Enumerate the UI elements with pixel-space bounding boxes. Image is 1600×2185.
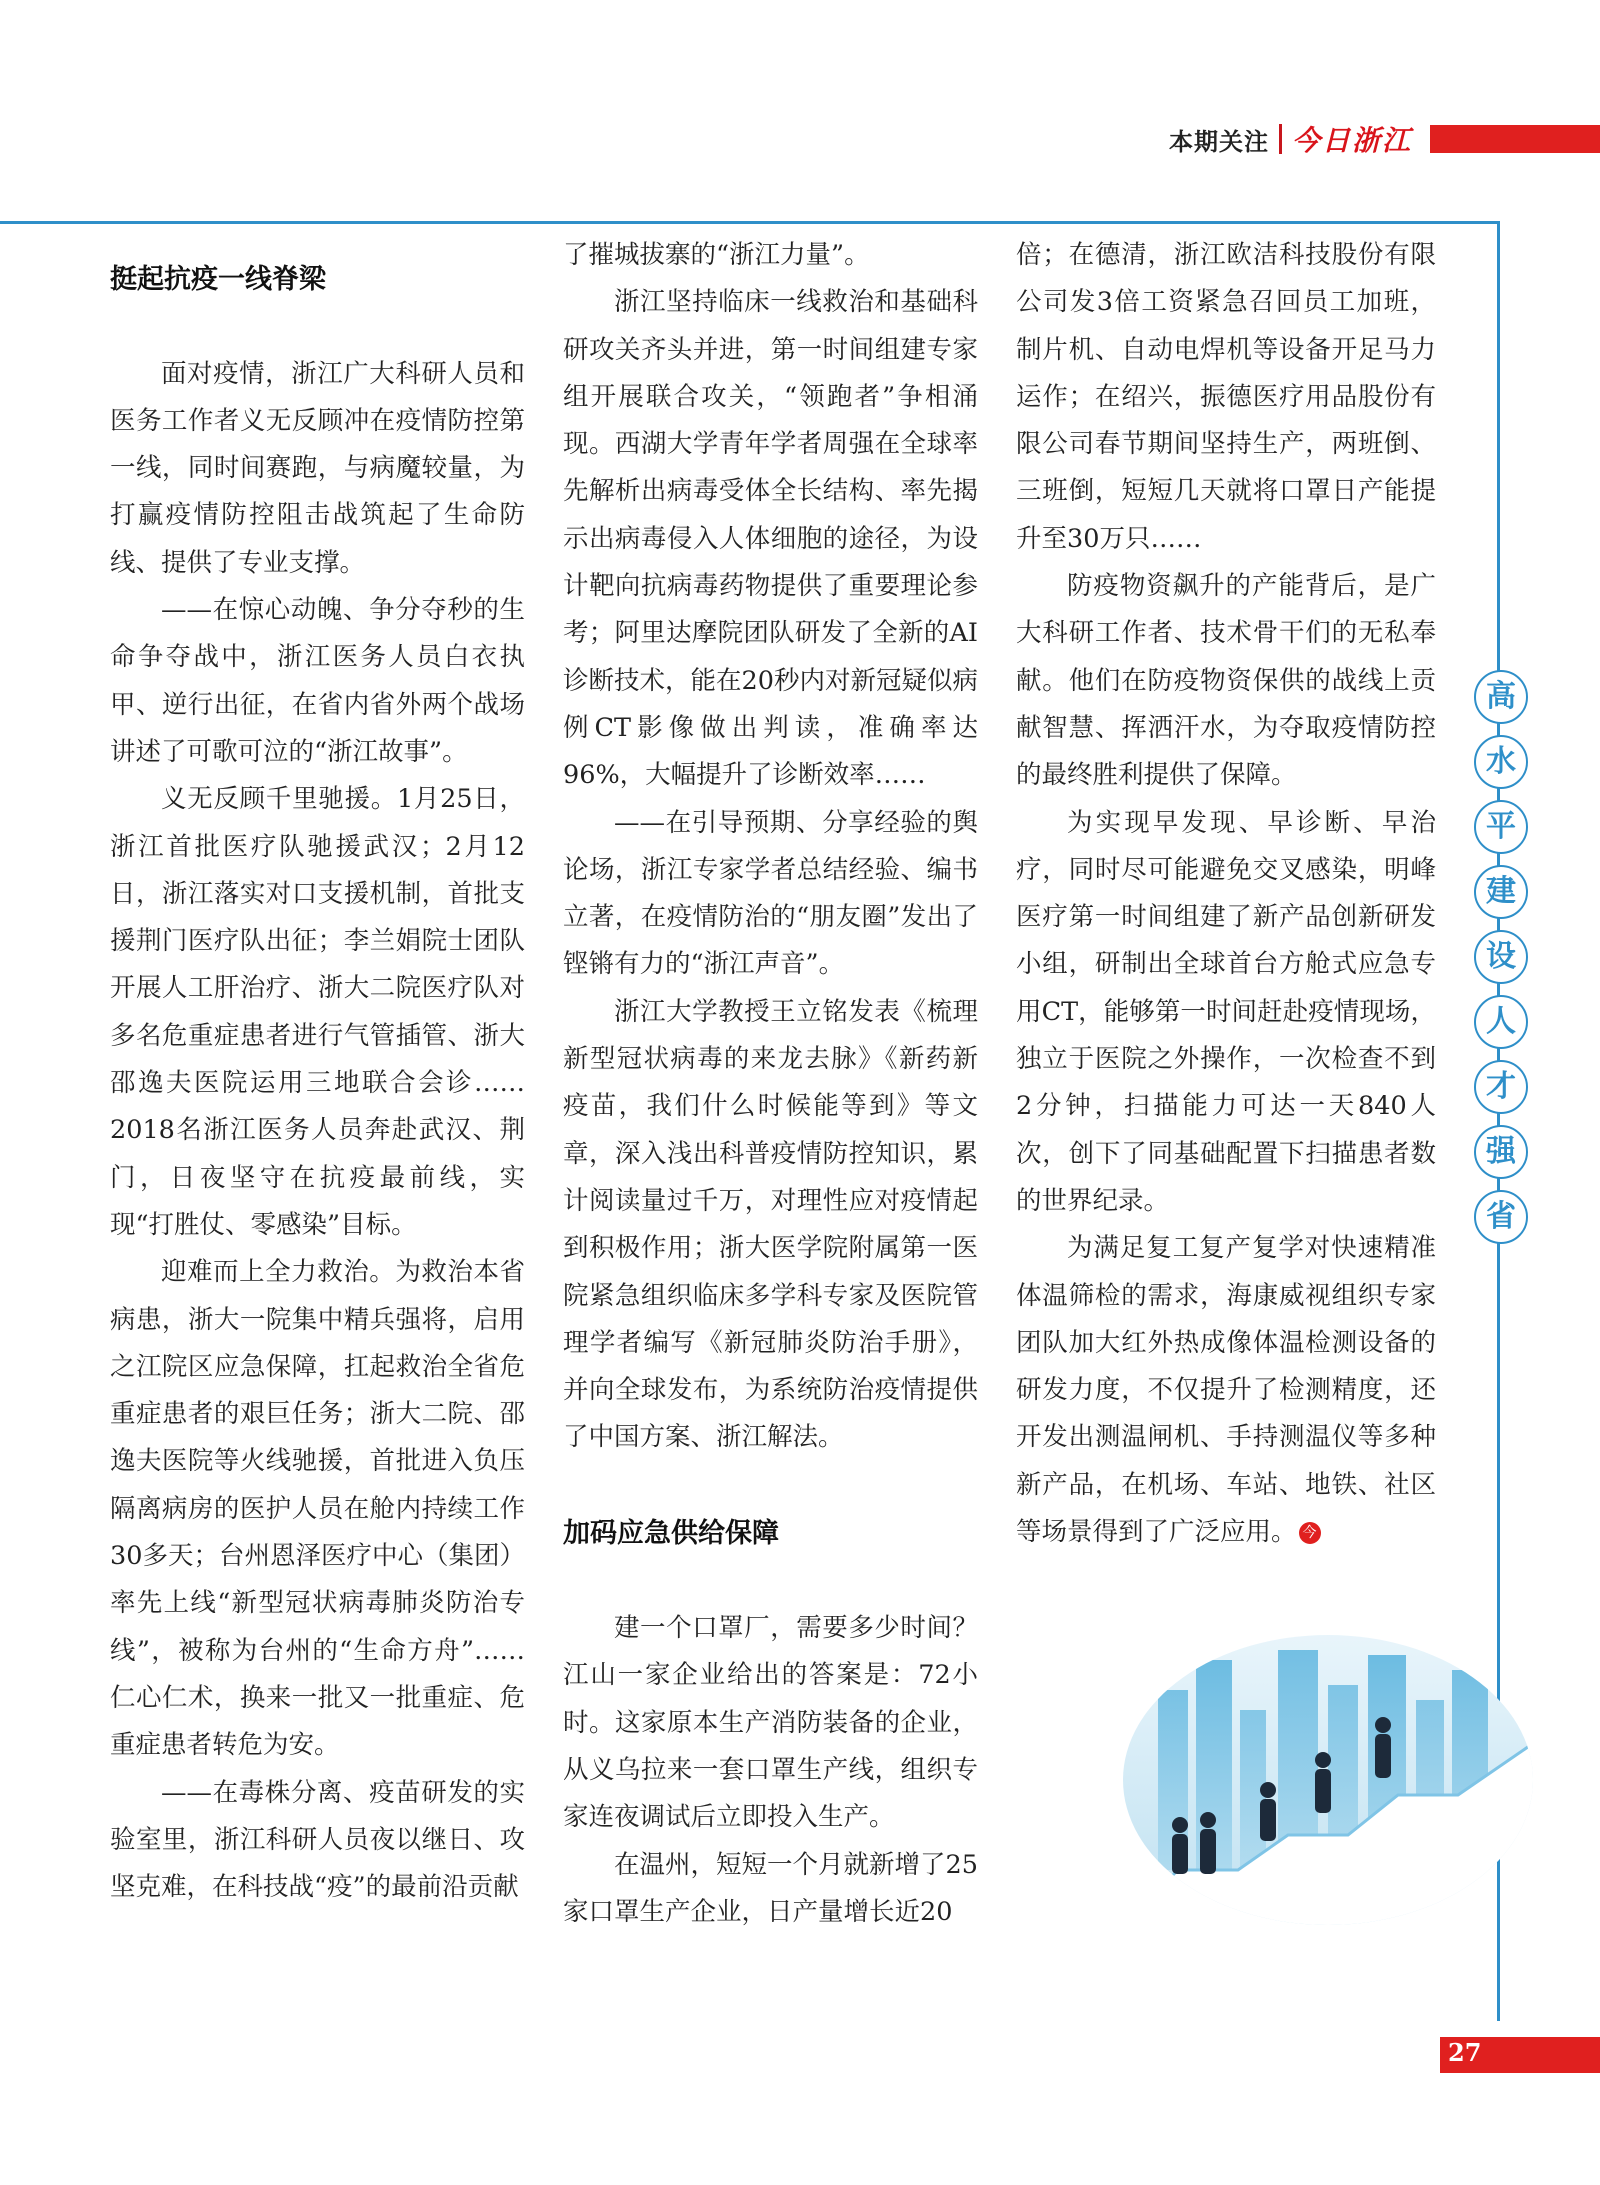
paragraph: 倍；在德清，浙江欧洁科技股份有限公司发3倍工资紧急召回员工加班，制片机、自动电焊机等设备开足马力运作；在绍兴，振德医疗用品股份有限公司春节期间坚持生产，两班倒、三班倒，短短几天就将口罩日产能提升至30万只…… [1016,240,1436,554]
title-char: 设 [1474,930,1528,984]
paragraph: 浙江坚持临床一线救治和基础科研攻关齐头并进，第一时间组建专家组开展联合攻关，“领跑者”争相涌现。西湖大学青年学者周强在全球率先解析出病毒受体全长结构、率先揭示出病毒侵入人体细胞的途径，为设计靶向抗病毒药物提供了重要理论参考；阿里达摩院团队研发了全新的AI诊断技术，能在20秒内对新冠疑似病例CT影像做出判读，准确率达96%，大幅提升了诊断效率…… [563,287,978,791]
title-char: 人 [1474,995,1528,1049]
frame-top-line [0,221,1500,224]
header-divider [1279,124,1282,154]
column-1 [110,232,525,1911]
paragraph: 迎难而上全力救治。为救治本省病患，浙大一院集中精兵强将，启用之江院区应急保障，扛起救治全省危重症患者的艰巨任务；浙大二院、邵逸夫医院等火线驰援，首批进入负压隔离病房的医护人员在舱内持续工作30多天；台州恩泽医疗中心（集团）率先上线“新型冠状病毒肺炎防治专线”，被称为台州的“生命方舟”……仁心仁术，换来一批又一批重症、危重症患者转危为安。 [110,1257,525,1761]
section-heading-2: 加码应急供给保障 [563,1517,779,1549]
paragraph: 建一个口罩厂，需要多少时间？江山一家企业给出的答案是：72小时。这家原本生产消防装备的企业，从义乌拉来一套口罩生产线，组织专家连夜调试后立即投入生产。 [563,1613,978,1833]
vertical-title [1474,670,1528,1244]
paragraph-text: 为满足复工复产复学对快速精准体温筛检的需求，海康威视组织专家团队加大红外热成像体温检测设备的研发力度，不仅提升了检测精度，还开发出测温闸机、手持测温仪等多种新产品，在机场、车站、地铁、社区等场景得到了广泛应用。 [1016,1233,1436,1548]
column-2 [563,232,978,1936]
paragraph: 为实现早发现、早诊断、早治疗，同时尽可能避免交叉感染，明峰医疗第一时间组建了新产品创新研发小组，研制出全球首台方舱式应急专用CT，能够第一时间赶赴疫情现场，独立于医院之外操作，一次检查不到2分钟，扫描能力可达一天840人次，创下了同基础配置下扫描患者数的世界纪录。 [1016,807,1436,1216]
paragraph: 面对疫情，浙江广大科研人员和医务工作者义无反顾冲在疫情防控第一线，同时间赛跑，与病魔较量，为打赢疫情防控阻击战筑起了生命防线、提供了专业支撑。 [110,358,525,578]
header-red-bar [1430,125,1600,153]
page-header [1169,120,1600,158]
title-char: 省 [1474,1190,1528,1244]
title-char: 平 [1474,800,1528,854]
paragraph: ——在毒株分离、疫苗研发的实验室里，浙江科研人员夜以继日、攻坚克难，在科技战“疫”的最前沿贡献 [110,1777,525,1903]
paragraph: ——在惊心动魄、争分夺秒的生命争夺战中，浙江医务人员白衣执甲、逆行出征，在省内省外两个战场讲述了可歌可泣的“浙江故事”。 [110,595,525,767]
title-char: 强 [1474,1125,1528,1179]
paragraph: ——在引导预期、分享经验的舆论场，浙江专家学者总结经验、编书立著，在疫情防治的“朋友圈”发出了铿锵有力的“浙江声音”。 [563,807,978,980]
title-char: 水 [1474,735,1528,789]
title-char: 高 [1474,670,1528,724]
page-number: 27 [1448,2038,1482,2067]
paragraph: 防疫物资飙升的产能背后，是广大科研工作者、技术骨干们的无私奉献。他们在防疫物资保供的战线上贡献智慧、挥洒汗水，为夺取疫情防控的最终胜利提供了保障。 [1016,571,1436,791]
section-heading-1: 挺起抗疫一线脊梁 [110,264,326,295]
section-label: 本期关注 [1168,127,1269,156]
city-people-illustration [1118,1630,1538,1930]
paragraph: 了摧城拔寨的“浙江力量”。 [563,240,870,270]
column-3 [1016,232,1436,1556]
article-end-mark: 今 [1299,1522,1321,1544]
paragraph: 浙江大学教授王立铭发表《梳理新型冠状病毒的来龙去脉》《新药新疫苗，我们什么时候能等到》等文章，深入浅出科普疫情防控知识，累计阅读量过千万，对理性应对疫情起到积极作用；浙大医学院附属第一医院紧急组织临床多学科专家及医院管理学者编写《新冠肺炎防治手册》，并向全球发布，为系统防治疫情提供了中国方案、浙江解法。 [563,996,978,1453]
paragraph: 在温州，短短一个月就新增了25家口罩生产企业，日产量增长近20 [563,1849,978,1927]
title-char: 建 [1474,865,1528,919]
title-char: 才 [1474,1060,1528,1114]
magazine-logo: 今日浙江 [1291,124,1412,157]
paragraph [1016,1225,1436,1556]
paragraph: 义无反顾千里驰援。1月25日，浙江首批医疗队驰援武汉；2月12日，浙江落实对口支援机制，首批支援荆门医疗队出征；李兰娟院士团队开展人工肝治疗、浙大二院医疗队对多名危重症患者进行气管插管、浙大邵逸夫医院运用三地联合会诊……2018名浙江医务人员奔赴武汉、荆门，日夜坚守在抗疫最前线，实现“打胜仗、零感染”目标。 [110,784,525,1240]
